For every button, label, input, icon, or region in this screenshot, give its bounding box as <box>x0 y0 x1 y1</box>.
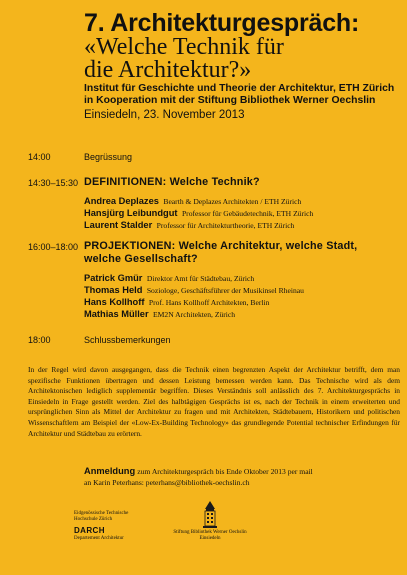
registration-contact[interactable]: an Karin Peterhans: peterhans@bibliothek-oechslin.ch <box>84 478 250 487</box>
eth-line-1: Eidgenössische Technische <box>74 511 129 516</box>
closing-label: Schlussbemerkungen <box>84 335 171 345</box>
speaker-name: Hansjürg Leibundgut <box>84 208 178 218</box>
registration-text: zum Architekturgespräch bis Ende Oktober 2013 per mail <box>137 467 313 476</box>
speaker-name: Laurent Stalder <box>84 220 153 230</box>
session-2-title-line-1: PROJEKTIONEN: Welche Architektur, welche Stadt, <box>84 240 358 252</box>
institute-line-2: in Kooperation mit der Stiftung Bibliothek Werner Oechslin <box>84 95 376 106</box>
registration-label: Anmeldung <box>84 466 136 476</box>
speaker-role: Bearth & Deplazes Architekten / ETH Zürich <box>163 197 302 206</box>
speaker-row <box>84 218 294 232</box>
description-paragraph: In der Regel wird davon ausgegangen, dass die Technik einen begrenzten Aspekt der Architektur betrifft, dem man spezifische Funktionen übertragen und dessen Leistung bemessen werden kann. Das Technische wird als dem Architektonischen lediglich supplementär begriffen. Dieses Verständnis soll anlässlich des 7. Architekturgesprächs in Einsiedeln in Frage gestellt werden. Ziel des halbtägigen Gesprächs ist es, nach der Technik in einem erweiterten und ursprünglichen Sinn als Mittel der Architektur zu fragen und mit Architekten, Städtebauern, Historikern und politischen Wissenschaftlern am Beispiel der «Low-Ex-Building Technology» das grundlegende Potential technischer Erfindungen für Architektur und Städtebau zu erörtern. <box>28 365 400 438</box>
stiftung-logo <box>160 500 260 542</box>
title-line-2: «Welche Technik für <box>84 34 284 60</box>
library-tower-icon <box>201 500 219 530</box>
title-line-3: die Architektur?» <box>84 57 252 83</box>
speaker-name: Hans Kollhoff <box>84 297 145 307</box>
speaker-role: Prof. Hans Kollhoff Architekten, Berlin <box>148 298 270 307</box>
stiftung-name: Stiftung Bibliothek Werner Oechslin <box>173 530 247 535</box>
speaker-name: Thomas Held <box>84 285 143 295</box>
title-line-1: 7. Architekturgespräch: <box>84 9 360 37</box>
closing-time: 18:00 <box>28 335 51 345</box>
darch-wordmark: DARCH <box>74 526 105 535</box>
speaker-name: Patrick Gmür <box>84 273 143 283</box>
speaker-name: Mathias Müller <box>84 309 149 319</box>
eth-darch-logo <box>74 511 154 542</box>
institute-info <box>84 83 404 107</box>
welcome-time: 14:00 <box>28 152 51 162</box>
speaker-role: EM2N Architekten, Zürich <box>153 310 236 319</box>
eth-line-2: Hochschule Zürich <box>74 517 113 522</box>
speaker-row <box>84 307 235 321</box>
session-1-time: 14:30–15:30 <box>28 178 79 188</box>
speaker-role: Professor für Gebäudetechnik, ETH Zürich <box>181 209 314 218</box>
department-label: Departement Architektur <box>74 536 124 541</box>
institute-line-1: Institut für Geschichte und Theorie der Architektur, ETH Zürich <box>84 83 395 94</box>
title-block <box>84 10 402 82</box>
speaker-role: Soziologe, Geschäftsführer der Musikinsel Rheinau <box>146 286 304 295</box>
speaker-role: Direktor Amt für Städtebau, Zürich <box>146 274 255 283</box>
dateline: Einsiedeln, 23. November 2013 <box>84 109 245 121</box>
speaker-role: Professor für Architekturtheorie, ETH Zürich <box>156 221 295 230</box>
speaker-name: Andrea Deplazes <box>84 196 159 206</box>
session-2-time: 16:00–18:00 <box>28 242 79 252</box>
registration-info <box>84 466 384 488</box>
session-1-title: DEFINITIONEN: Welche Technik? <box>84 176 260 188</box>
stiftung-place: Einsiedeln <box>199 536 221 541</box>
welcome-label: Begrüssung <box>84 152 133 162</box>
session-2-title-line-2: welche Gesellschaft? <box>84 253 198 265</box>
